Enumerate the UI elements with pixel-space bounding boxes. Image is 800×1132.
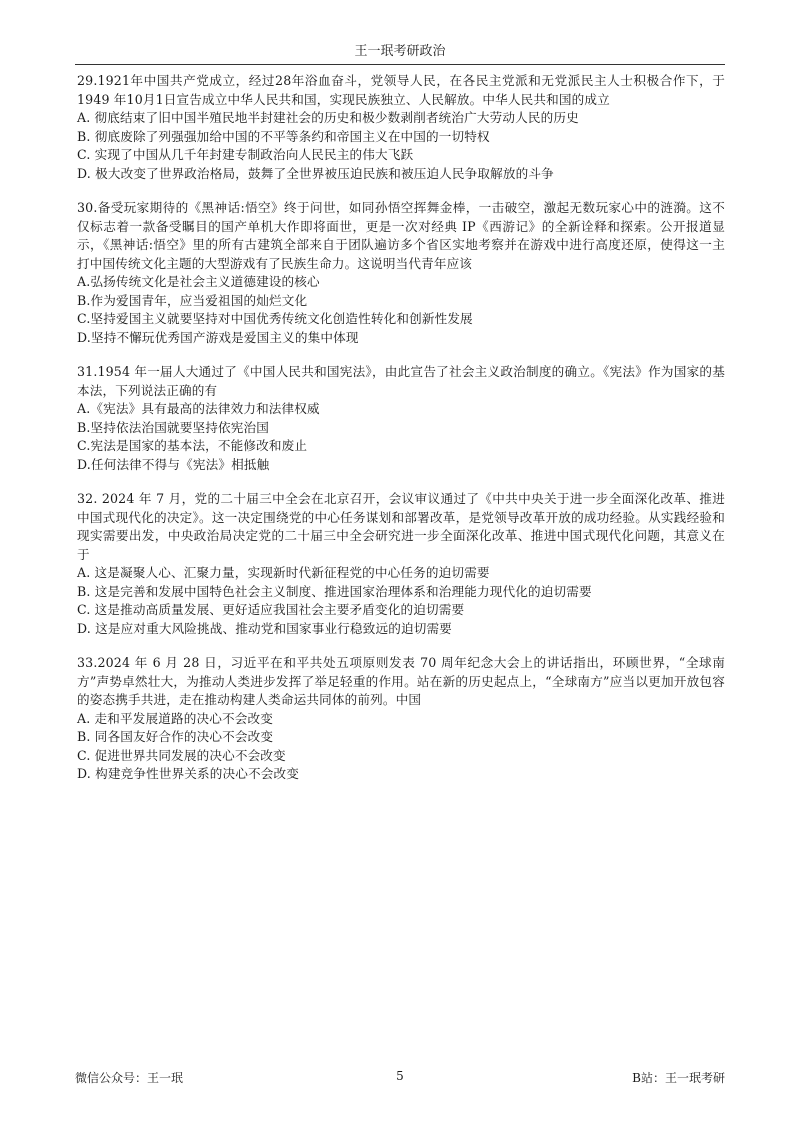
option-a: A. 走和平发展道路的决心不会改变 [77, 710, 273, 726]
option-a: A.《宪法》具有最高的法律效力和法律权威 [77, 401, 320, 416]
option-list [77, 273, 725, 347]
question-list [77, 72, 725, 800]
question-stem: 29.1921年中国共产党成立，经过28年浴血奋斗，党领导人民，在各民主党派和无党派民主人士积极合作下，于 1949 年10月1日宣告成立中华人民共和国，实现民族独立、人民解放。中华人民共和国的成立 [77, 73, 725, 107]
option-a: A. 这是凝聚人心、汇聚力量，实现新时代新征程党的中心任务的迫切需要 [77, 565, 490, 580]
option-a: A.弘扬传统文化是社会主义道德建设的核心 [77, 274, 320, 289]
page-header [75, 40, 725, 62]
question-stem: 33.2024 年 6 月 28 日，习近平在和平共处五项原则发表 70 周年纪念大会上的讲话指出，环顾世界，“全球南方”声势卓然壮大，为推动人类进步发挥了举足轻重的作用。站在新的历史起点上，“全球南方”应当以更加开放包容的姿态携手共进，走在推动构建人类命运共同体的前列。中国 [77, 655, 725, 707]
option-d: D.坚持不懈玩优秀国产游戏是爱国主义的集中体现 [77, 329, 359, 345]
footer-bilibili: B站：王一珉考研 [632, 1071, 725, 1085]
option-c: C.坚持爱国主义就要坚持对中国优秀传统文化创造性转化和创新性发展 [77, 311, 473, 326]
option-b: B. 这是完善和发展中国特色社会主义制度、推进国家治理体系和治理能力现代化的迫切需要 [77, 583, 592, 599]
option-c: C.宪法是国家的基本法，不能修改和废止 [77, 438, 308, 453]
option-b: B. 彻底废除了列强强加给中国的不平等条约和帝国主义在中国的一切特权 [77, 128, 490, 144]
option-list [77, 400, 725, 474]
option-d: D. 构建竞争性世界关系的决心不会改变 [77, 766, 300, 781]
question-stem: 30.备受玩家期待的《黑神话:悟空》终于问世，如同孙悟空挥舞金棒，一击破空，激起无数玩家心中的涟漪。这不仅标志着一款备受瞩目的国产单机大作即将面世，更是一次对经典 IP《西游记》的全新诠释和探索。公开报道显示，《黑神话:悟空》里的所有古建筑全部来自于团队遍访多个省区实地考察并在游戏中进行高度还原，使得这一主打中国传统文化主题的大型游戏有了民族生命力。这说明当代青年应该 [77, 200, 725, 271]
option-list [77, 564, 725, 638]
option-a: A. 彻底结束了旧中国半殖民地半封建社会的历史和极少数剥削者统治广大劳动人民的历史 [77, 110, 579, 125]
page-number: 5 [396, 1069, 404, 1083]
header-title: 王一珉考研政治 [354, 44, 446, 59]
question-stem: 31.1954 年一届人大通过了《中国人民共和国宪法》，由此宣告了社会主义政治制度的确立。《宪法》作为国家的基本法，下列说法正确的有 [77, 364, 725, 398]
option-c: C. 促进世界共同发展的决心不会改变 [77, 747, 286, 763]
option-b: B.作为爱国青年，应当爱祖国的灿烂文化 [77, 292, 308, 308]
option-c: C. 实现了中国从几千年封建专制政治向人民民主的伟大飞跃 [77, 147, 414, 162]
question-stem: 32. 2024 年 7 月，党的二十届三中全会在北京召开，会议审议通过了《中共中央关于进一步全面深化改革、推进中国式现代化的决定》。这一决定围绕党的中心任务谋划和部署改革，是党领导改革开放的成功经验。从实践经验和现实需要出发，中央政治局决定党的二十届三中全会研究进一步全面深化改革、推进中国式现代化问题，其意义在于 [77, 491, 725, 562]
question-30 [77, 199, 725, 347]
option-b: B. 同各国友好合作的决心不会改变 [77, 729, 274, 744]
option-list [77, 109, 725, 183]
option-b: B.坚持依法治国就要坚持依宪治国 [77, 419, 269, 435]
page-footer [75, 1069, 725, 1087]
header-divider [75, 64, 725, 65]
question-32 [77, 490, 725, 638]
option-list [77, 710, 725, 784]
option-d: D. 极大改变了世界政治格局，鼓舞了全世界被压迫民族和被压迫人民争取解放的斗争 [77, 165, 554, 181]
option-c: C. 这是推动高质量发展、更好适应我国社会主要矛盾变化的迫切需要 [77, 602, 465, 617]
question-31 [77, 363, 725, 474]
option-d: D.任何法律不得与《宪法》相抵触 [77, 456, 270, 472]
option-d: D. 这是应对重大风险挑战、推动党和国家事业行稳致远的迫切需要 [77, 620, 452, 636]
question-29 [77, 72, 725, 183]
footer-wechat: 微信公众号：王一珉 [75, 1071, 184, 1085]
question-33 [77, 654, 725, 784]
